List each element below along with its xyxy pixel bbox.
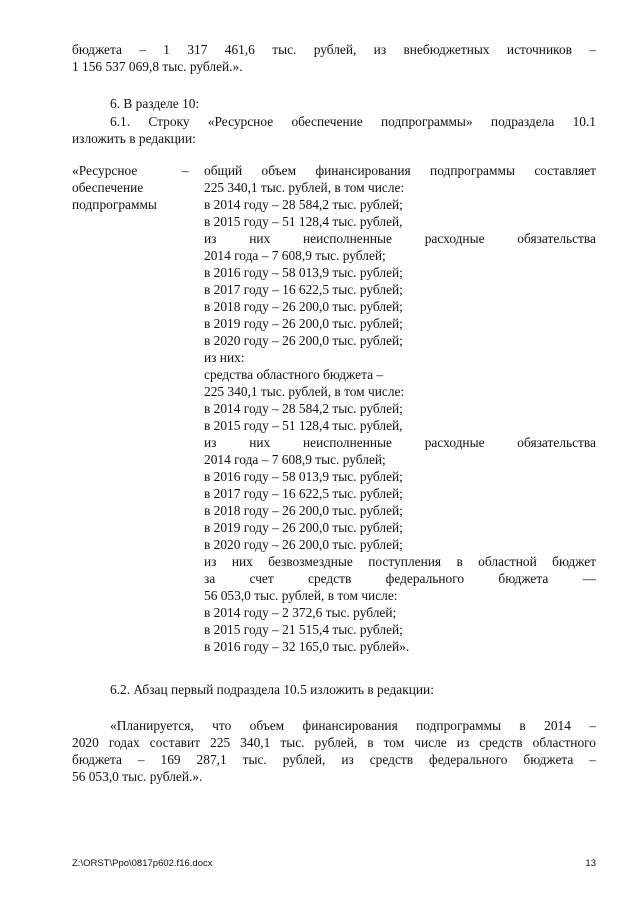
- table-value-line: из них безвозмездные поступления в областной бюджет: [204, 554, 596, 569]
- table-value-line: в 2015 году – 51 128,4 тыс. рублей,: [204, 214, 403, 229]
- table-value-line: 56 053,0 тыс. рублей, в том числе:: [204, 588, 398, 603]
- table-value-line: 2014 года – 7 608,9 тыс. рублей;: [204, 248, 386, 263]
- item-6-1-line-1: 6.1. Строку «Ресурсное обеспечение подпрограммы» подраздела 10.1: [110, 114, 596, 129]
- table-value-line: в 2020 году – 26 200,0 тыс. рублей;: [204, 537, 403, 552]
- table-dash: –: [182, 163, 189, 178]
- table-value-line: в 2019 году – 26 200,0 тыс. рублей;: [204, 316, 403, 331]
- table-value-line: в 2018 году – 26 200,0 тыс. рублей;: [204, 299, 403, 314]
- item-6-2-line-3: бюджета – 169 287,1 тыс. рублей, из средств федерального бюджета –: [72, 752, 596, 767]
- table-label-line-3: подпрограммы: [72, 197, 157, 212]
- table-value-line: 225 340,1 тыс. рублей, в том числе:: [204, 180, 405, 195]
- table-value-line: в 2017 году – 16 622,5 тыс. рублей;: [204, 486, 403, 501]
- table-value-line: из них неисполненные расходные обязательства: [204, 435, 596, 450]
- table-value-line: в 2014 году – 28 584,2 тыс. рублей;: [204, 197, 403, 212]
- item-6-1-line-2: изложить в редакции:: [72, 131, 196, 146]
- top-paragraph-line-2: 1 156 537 069,8 тыс. рублей.».: [72, 59, 243, 74]
- table-value-line: в 2018 году – 26 200,0 тыс. рублей;: [204, 503, 403, 518]
- table-value-line: средства областного бюджета –: [204, 367, 384, 382]
- table-value-line: в 2017 году – 16 622,5 тыс. рублей;: [204, 282, 403, 297]
- item-6-2-line-4: 56 053,0 тыс. рублей.».: [72, 769, 203, 784]
- table-value-line: за счет средств федерального бюджета —: [204, 571, 596, 586]
- table-label-line-2: обеспечение: [72, 180, 144, 195]
- footer-file-path: Z:\ORST\Ppo\0817p602.f16.docx: [72, 858, 213, 869]
- item-6-2-line-1: «Планируется, что объем финансирования подпрограммы в 2014 –: [110, 718, 596, 733]
- item-6-2-heading: 6.2. Абзац первый подраздела 10.5 изложить в редакции:: [110, 682, 434, 697]
- top-paragraph-line-1: бюджета – 1 317 461,6 тыс. рублей, из внебюджетных источников –: [72, 42, 596, 57]
- table-value-line: в 2015 году – 21 515,4 тыс. рублей;: [204, 622, 403, 637]
- table-value-line: общий объем финансирования подпрограммы составляет: [204, 163, 596, 178]
- table-value-line: из них:: [204, 350, 245, 365]
- table-value-line: в 2020 году – 26 200,0 тыс. рублей;: [204, 333, 403, 348]
- table-value-line: в 2016 году – 58 013,9 тыс. рублей;: [204, 469, 403, 484]
- table-value-line: в 2016 году – 58 013,9 тыс. рублей;: [204, 265, 403, 280]
- footer-page-number: 13: [585, 858, 596, 869]
- table-label-line-1: «Ресурсное: [72, 163, 138, 178]
- table-value-line: 2014 года – 7 608,9 тыс. рублей;: [204, 452, 386, 467]
- table-value-line: 225 340,1 тыс. рублей, в том числе:: [204, 384, 405, 399]
- table-value-line: в 2014 году – 28 584,2 тыс. рублей;: [204, 401, 403, 416]
- section-6-heading: 6. В разделе 10:: [110, 96, 200, 111]
- table-value-line: в 2015 году – 51 128,4 тыс. рублей,: [204, 418, 403, 433]
- table-value-line: в 2014 году – 2 372,6 тыс. рублей;: [204, 605, 397, 620]
- item-6-2-line-2: 2020 годах составит 225 340,1 тыс. рублей, в том числе из средств областного: [72, 735, 596, 750]
- table-value-line: в 2019 году – 26 200,0 тыс. рублей;: [204, 520, 403, 535]
- table-value-line: из них неисполненные расходные обязательства: [204, 231, 596, 246]
- table-value-line: в 2016 году – 32 165,0 тыс. рублей».: [204, 639, 410, 654]
